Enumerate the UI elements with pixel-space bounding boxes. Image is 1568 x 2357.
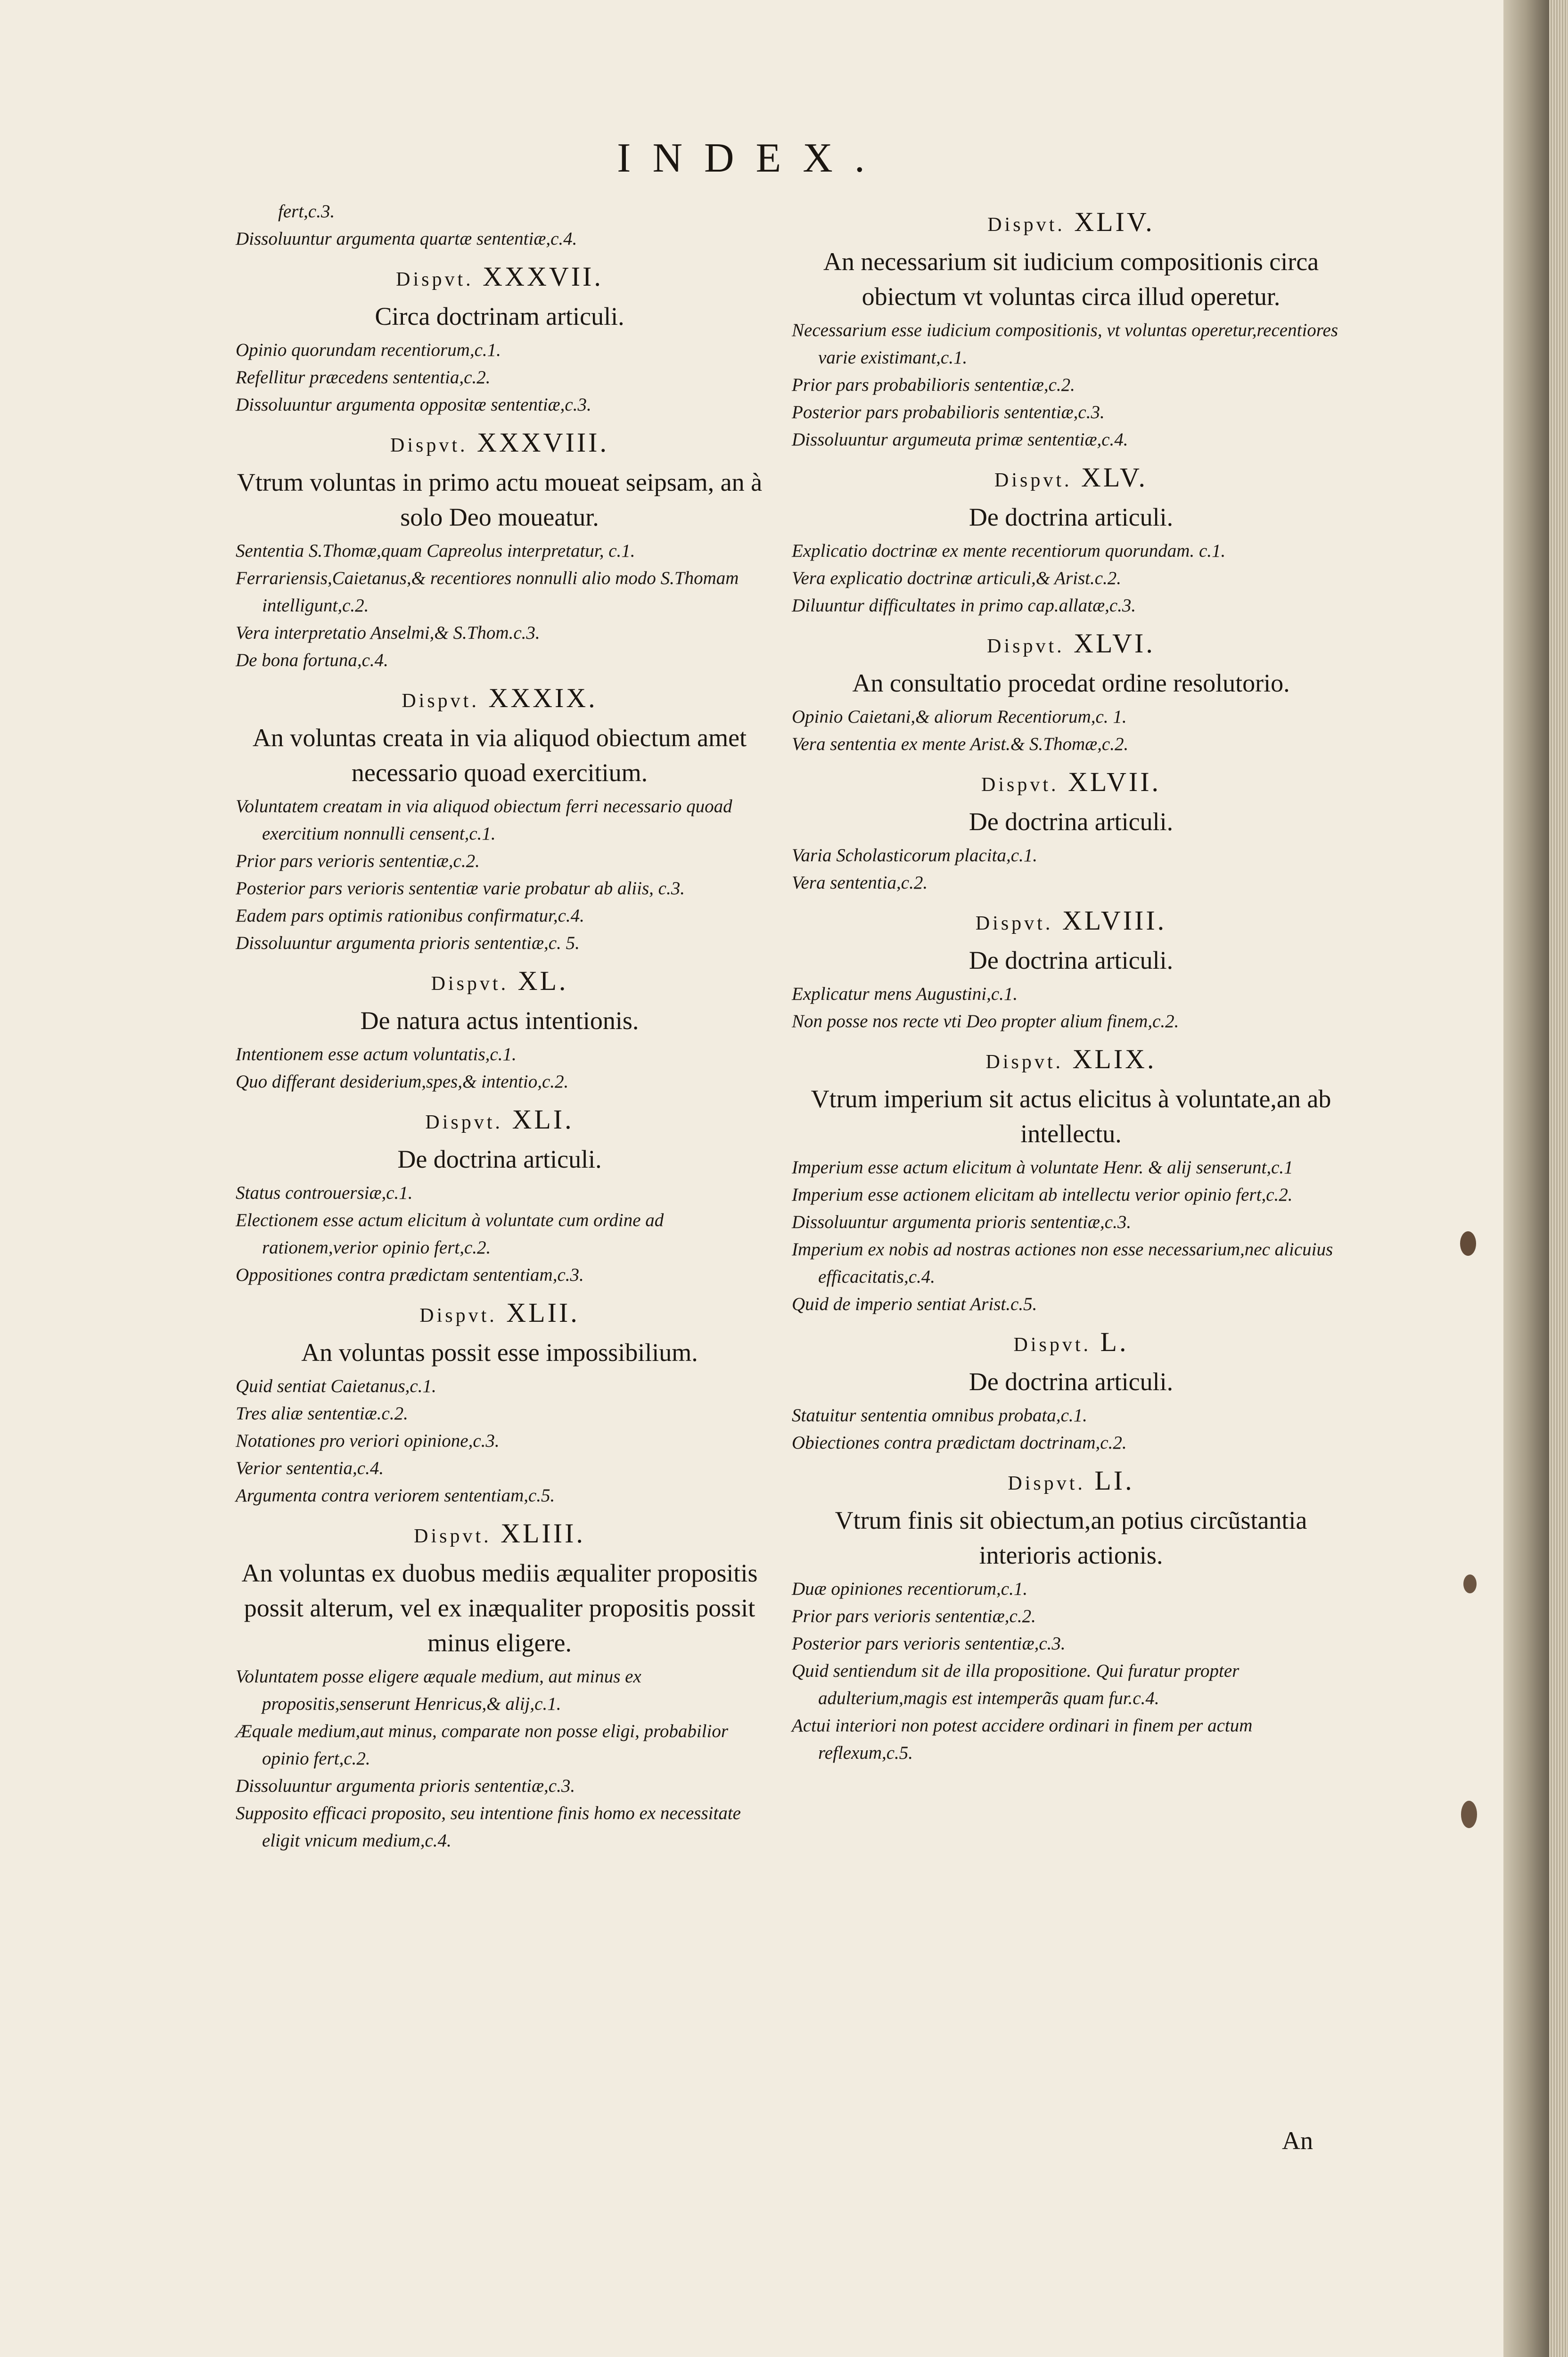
disputation-question: Circa doctrinam articuli. — [375, 302, 624, 330]
disputation-number — [236, 964, 763, 1001]
disputation-numeral: XLVII. — [1068, 766, 1161, 797]
index-entry: Imperium esse actum elicitum à voluntate Henr. & alij senserunt,c.1 — [792, 1157, 1293, 1178]
disputation-word: Dispvt. — [419, 1305, 497, 1327]
page-edges — [1549, 0, 1568, 2357]
index-entry: Posterior pars verioris sententiæ varie probatur ab aliis, c.3. — [236, 878, 685, 898]
disputation-numeral: L. — [1100, 1327, 1129, 1357]
disputation-numeral: XLIX. — [1072, 1044, 1157, 1074]
index-entry: Verior sententia,c.4. — [236, 1458, 384, 1478]
disputation-question: De doctrina articuli. — [969, 503, 1174, 531]
index-entry: Quid sentiat Caietanus,c.1. — [236, 1376, 436, 1396]
index-entry: Quo differant desiderium,spes,& intentio,c.2. — [236, 1071, 569, 1092]
disputation-numeral: XLVI. — [1074, 628, 1155, 659]
index-entry: Necessarium esse iudicium compositionis, vt voluntas operetur,recentiores varie existimant,c.1. — [792, 320, 1338, 368]
disputation-numeral: XLV. — [1081, 462, 1148, 493]
index-entry: Opinio quorundam recentiorum,c.1. — [236, 340, 501, 360]
disputation-question: An voluntas ex duobus mediis æqualiter propositis possit alterum, vel ex inæqualiter propositis possit minus eligere. — [241, 1559, 758, 1657]
index-entry: Quid sentiendum sit de illa propositione. Qui furatur propter adulterium,magis est intemperãs quam fur.c.4. — [792, 1661, 1240, 1708]
index-entry: Varia Scholasticorum placita,c.1. — [792, 845, 1038, 865]
disputation-word: Dispvt. — [396, 269, 474, 290]
index-entry: fert,c.3. — [278, 201, 335, 222]
disputation-numeral: XL. — [517, 965, 568, 996]
index-entry: Prior pars verioris sententiæ,c.2. — [236, 851, 480, 871]
disputation-question: De doctrina articuli. — [397, 1145, 602, 1173]
index-entry: Eadem pars optimis rationibus confirmatur,c.4. — [236, 906, 584, 926]
index-entry: Dissoluuntur argumenta prioris sententiæ,c.3. — [236, 1776, 575, 1796]
disputation-number — [792, 626, 1350, 664]
disputation-word: Dispvt. — [987, 635, 1065, 657]
disputation-numeral: XLVIII. — [1062, 905, 1167, 936]
disputation-word: Dispvt. — [975, 913, 1053, 934]
index-entry: Æquale medium,aut minus, comparate non posse eligi, probabilior opinio fert,c.2. — [236, 1721, 729, 1769]
index-entry: Prior pars verioris sententiæ,c.2. — [792, 1606, 1036, 1626]
disputation-question: An necessarium sit iudicium compositionis circa obiectum vt voluntas circa illud operetur. — [823, 247, 1319, 311]
index-entry: Dissoluuntur argumenta quartæ sententiæ,c.4. — [236, 229, 577, 249]
disputation-number — [792, 1325, 1350, 1362]
running-head: INDEX. — [617, 135, 887, 181]
index-entry: Non posse nos recte vti Deo propter alium finem,c.2. — [792, 1011, 1179, 1031]
disputation-number — [792, 765, 1350, 802]
index-entry: Diluuntur difficultates in primo cap.allatæ,c.3. — [792, 595, 1136, 616]
disputation-question: Vtrum finis sit obiectum,an potius circũstantia interioris actionis. — [835, 1506, 1307, 1569]
disputation-question: De doctrina articuli. — [969, 946, 1174, 974]
disputation-question: De doctrina articuli. — [969, 808, 1174, 836]
index-entry: Argumenta contra veriorem sententiam,c.5. — [236, 1485, 555, 1506]
disputation-numeral: XLII. — [506, 1297, 580, 1328]
disputation-question: An voluntas creata in via aliquod obiectum amet necessario quoad exercitium. — [252, 724, 747, 787]
index-entry: Vera interpretatio Anselmi,& S.Thom.c.3. — [236, 623, 540, 643]
index-entry: Dissoluuntur argumeuta primæ sententiæ,c.4. — [792, 429, 1128, 450]
index-entry: Dissoluuntur argumenta oppositæ sententiæ,c.3. — [236, 395, 591, 415]
disputation-question: An voluntas possit esse impossibilium. — [301, 1338, 698, 1367]
index-entry: Voluntatem creatam in via aliquod obiectum ferri necessario quoad exercitium nonnulli censent,c.1. — [236, 796, 732, 844]
disputation-word: Dispvt. — [414, 1525, 492, 1547]
index-entry: Sententia S.Thomæ,quam Capreolus interpretatur, c.1. — [236, 541, 635, 561]
index-entry: Refellitur præcedens sententia,c.2. — [236, 367, 491, 387]
disputation-number — [236, 681, 763, 718]
disputation-number — [792, 1042, 1350, 1080]
disputation-word: Dispvt. — [987, 214, 1065, 236]
index-entry: Duæ opiniones recentiorum,c.1. — [792, 1579, 1028, 1599]
disputation-numeral: XLIII. — [501, 1518, 585, 1549]
index-entry: Notationes pro veriori opinione,c.3. — [236, 1431, 500, 1451]
index-entry: Imperium esse actionem elicitam ab intellectu verior opinio fert,c.2. — [792, 1185, 1293, 1205]
index-entry: De bona fortuna,c.4. — [236, 650, 388, 670]
index-entry: Statuitur sententia omnibus probata,c.1. — [792, 1405, 1087, 1426]
disputation-word: Dispvt. — [431, 973, 509, 995]
ink-stain — [1463, 1574, 1477, 1593]
index-entry: Dissoluuntur argumenta prioris sententiæ,c.3. — [792, 1212, 1132, 1232]
index-entry: Obiectiones contra prædictam doctrinam,c.2. — [792, 1433, 1127, 1453]
disputation-word: Dispvt. — [985, 1051, 1063, 1073]
index-entry: Imperium ex nobis ad nostras actiones non esse necessarium,nec alicuius efficacitatis,c.4. — [792, 1239, 1333, 1287]
index-entry: Supposito efficaci proposito, seu intentione finis homo ex necessitate eligit vnicum medium,c.4. — [236, 1803, 741, 1851]
disputation-number — [236, 1102, 763, 1140]
catchword: An — [1282, 2126, 1313, 2155]
disputation-word: Dispvt. — [390, 435, 468, 456]
disputation-question: An consultatio procedat ordine resolutorio. — [852, 669, 1290, 697]
left-column — [236, 198, 763, 1854]
disputation-word: Dispvt. — [981, 774, 1059, 796]
index-entry: Voluntatem posse eligere æquale medium, aut minus ex propositis,senserunt Henricus,& alij,c.1. — [236, 1666, 641, 1714]
disputation-number — [792, 460, 1350, 498]
index-entry: Posterior pars verioris sententiæ,c.3. — [792, 1633, 1066, 1654]
index-entry: Vera sententia ex mente Arist.& S.Thomæ,c.2. — [792, 734, 1129, 754]
index-entry: Quid de imperio sentiat Arist.c.5. — [792, 1294, 1037, 1314]
disputation-number — [236, 425, 763, 463]
disputation-word: Dispvt. — [994, 470, 1072, 491]
index-entry: Vera explicatio doctrinæ articuli,& Arist.c.2. — [792, 568, 1122, 588]
book-spine — [1503, 0, 1568, 2357]
index-entry: Opinio Caietani,& aliorum Recentiorum,c. 1. — [792, 707, 1127, 727]
ink-stain — [1460, 1231, 1476, 1256]
disputation-numeral: XXXVIII. — [477, 427, 609, 458]
disputation-numeral: XLIV. — [1074, 206, 1155, 237]
disputation-word: Dispvt. — [425, 1112, 503, 1133]
disputation-question: Vtrum voluntas in primo actu moueat seipsam, an à solo Deo moueatur. — [237, 468, 763, 531]
index-entry: Prior pars probabilioris sententiæ,c.2. — [792, 375, 1075, 395]
index-entry: Electionem esse actum elicitum à voluntate cum ordine ad rationem,verior opinio fert,c.2. — [236, 1210, 664, 1258]
disputation-number — [792, 205, 1350, 242]
disputation-number — [792, 1463, 1350, 1501]
index-entry: Tres aliæ sententiæ.c.2. — [236, 1403, 408, 1424]
index-entry: Actui interiori non potest accidere ordinari in finem per actum reflexum,c.5. — [792, 1715, 1253, 1763]
disputation-number — [792, 903, 1350, 941]
disputation-numeral: XXXVII. — [483, 261, 603, 292]
disputation-number — [236, 1516, 763, 1554]
index-entry: Status controuersiæ,c.1. — [236, 1183, 413, 1203]
index-entry: Vera sententia,c.2. — [792, 873, 928, 893]
index-entry: Posterior pars probabilioris sententiæ,c.3. — [792, 402, 1105, 422]
right-column — [792, 198, 1350, 1767]
disputation-question: Vtrum imperium sit actus elicitus à voluntate,an ab intellectu. — [811, 1085, 1331, 1148]
disputation-number — [236, 259, 763, 297]
disputation-word: Dispvt. — [1013, 1334, 1092, 1356]
disputation-numeral: LI. — [1094, 1465, 1134, 1496]
index-entry: Intentionem esse actum voluntatis,c.1. — [236, 1044, 517, 1064]
disputation-numeral: XLI. — [512, 1104, 574, 1135]
index-entry: Dissoluuntur argumenta prioris sententiæ,c. 5. — [236, 933, 580, 953]
disputation-word: Dispvt. — [402, 690, 479, 712]
disputation-numeral: XXXIX. — [488, 683, 598, 713]
ink-stain — [1461, 1801, 1477, 1828]
disputation-question: De natura actus intentionis. — [360, 1006, 639, 1035]
disputation-question: De doctrina articuli. — [969, 1368, 1174, 1396]
disputation-number — [236, 1295, 763, 1333]
index-entry: Explicatio doctrinæ ex mente recentiorum quorundam. c.1. — [792, 541, 1226, 561]
index-entry: Oppositiones contra prædictam sententiam,c.3. — [236, 1265, 584, 1285]
index-entry: Ferrariensis,Caietanus,& recentiores nonnulli alio modo S.Thomam intelligunt,c.2. — [236, 568, 739, 616]
disputation-word: Dispvt. — [1008, 1473, 1085, 1494]
index-entry: Explicatur mens Augustini,c.1. — [792, 984, 1018, 1004]
